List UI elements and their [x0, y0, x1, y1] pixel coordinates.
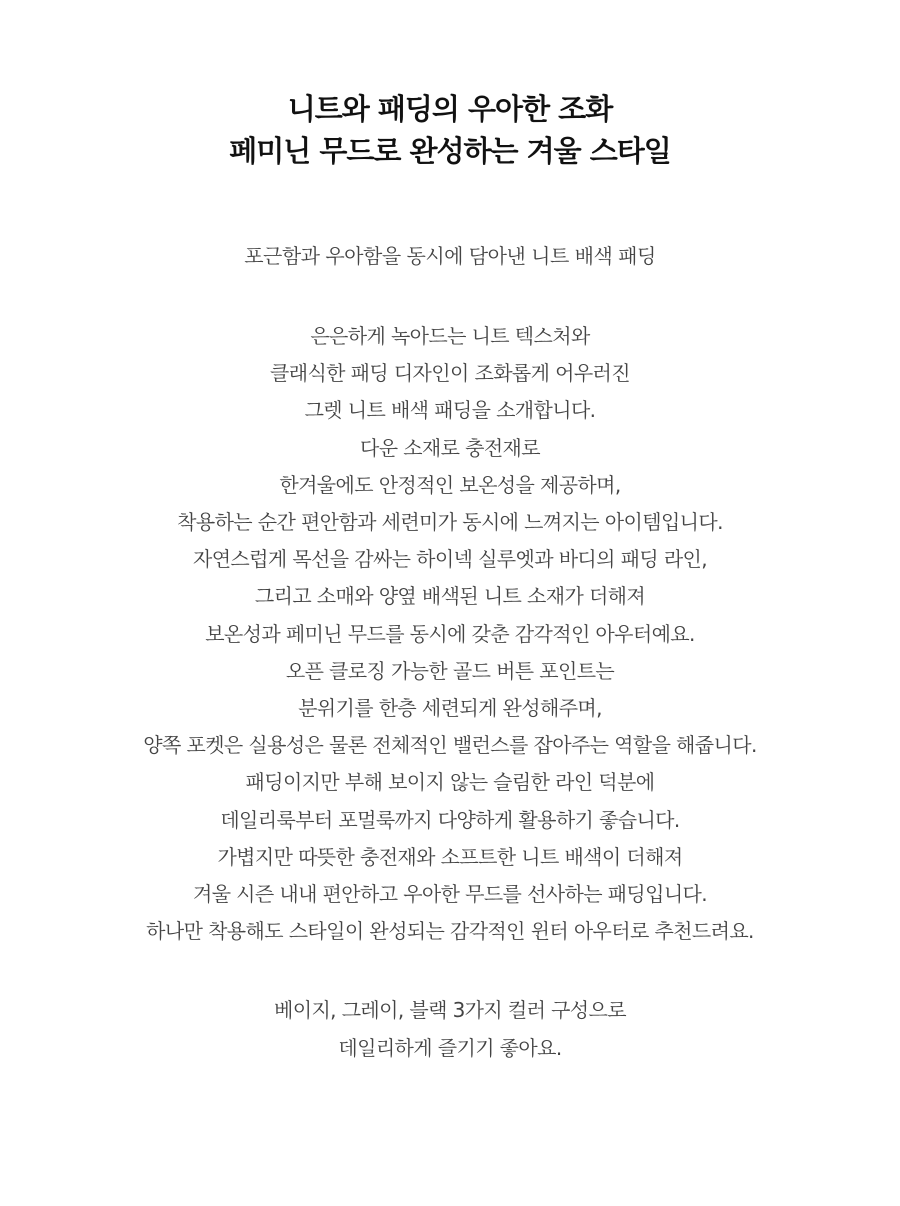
title-line-1: 니트와 패딩의 우아한 조화 — [287, 92, 613, 126]
description-line: 그렛 니트 배색 패딩을 소개합니다. — [304, 398, 596, 423]
closing-line: 데일리하게 즐기기 좋아요. — [338, 1035, 562, 1060]
page-title — [0, 88, 900, 172]
description-line: 자연스럽게 목선을 감싸는 하이넥 실루엣과 바디의 패딩 라인, — [192, 547, 708, 572]
description-line: 패딩이지만 부해 보이지 않는 슬림한 라인 덕분에 — [245, 770, 655, 795]
color-options-note — [0, 992, 900, 1066]
description-line: 데일리룩부터 포멀룩까지 다양하게 활용하기 좋습니다. — [220, 807, 680, 832]
description-line: 한겨울에도 안정적인 보온성을 제공하며, — [279, 472, 621, 497]
subtitle: 포근함과 우아함을 동시에 담아낸 니트 배색 패딩 — [244, 244, 656, 268]
description-line: 은은하게 녹아드는 니트 텍스처와 — [310, 324, 590, 348]
description-line: 오픈 클로징 가능한 골드 버튼 포인트는 — [285, 658, 615, 683]
description-line: 보온성과 페미닌 무드를 동시에 갖춘 감각적인 아우터예요. — [205, 621, 695, 646]
description-line: 착용하는 순간 편안함과 세련미가 동시에 느껴지는 아이템입니다. — [177, 510, 723, 535]
description-line: 하나만 착용해도 스타일이 완성되는 감각적인 윈터 아우터로 추천드려요. — [146, 919, 754, 944]
description-line: 다운 소재로 충전재로 — [360, 435, 540, 460]
description-line: 양쪽 포켓은 실용성은 물론 전체적인 밸런스를 잡아주는 역할을 해줍니다. — [143, 733, 757, 758]
description-line: 겨울 시즌 내내 편안하고 우아한 무드를 선사하는 패딩입니다. — [192, 882, 708, 907]
description-line: 클래식한 패딩 디자인이 조화롭게 어우러진 — [270, 361, 630, 386]
description-line: 분위기를 한층 세련되게 완성해주며, — [298, 696, 602, 721]
description-line: 그리고 소매와 양옆 배색된 니트 소재가 더해져 — [254, 584, 646, 609]
description-line: 가볍지만 따뜻한 충전재와 소프트한 니트 배색이 더해져 — [217, 844, 683, 869]
title-line-2: 페미닌 무드로 완성하는 겨울 스타일 — [229, 134, 671, 168]
description-body — [0, 318, 900, 950]
closing-line: 베이지, 그레이, 블랙 3가지 컬러 구성으로 — [274, 998, 626, 1023]
